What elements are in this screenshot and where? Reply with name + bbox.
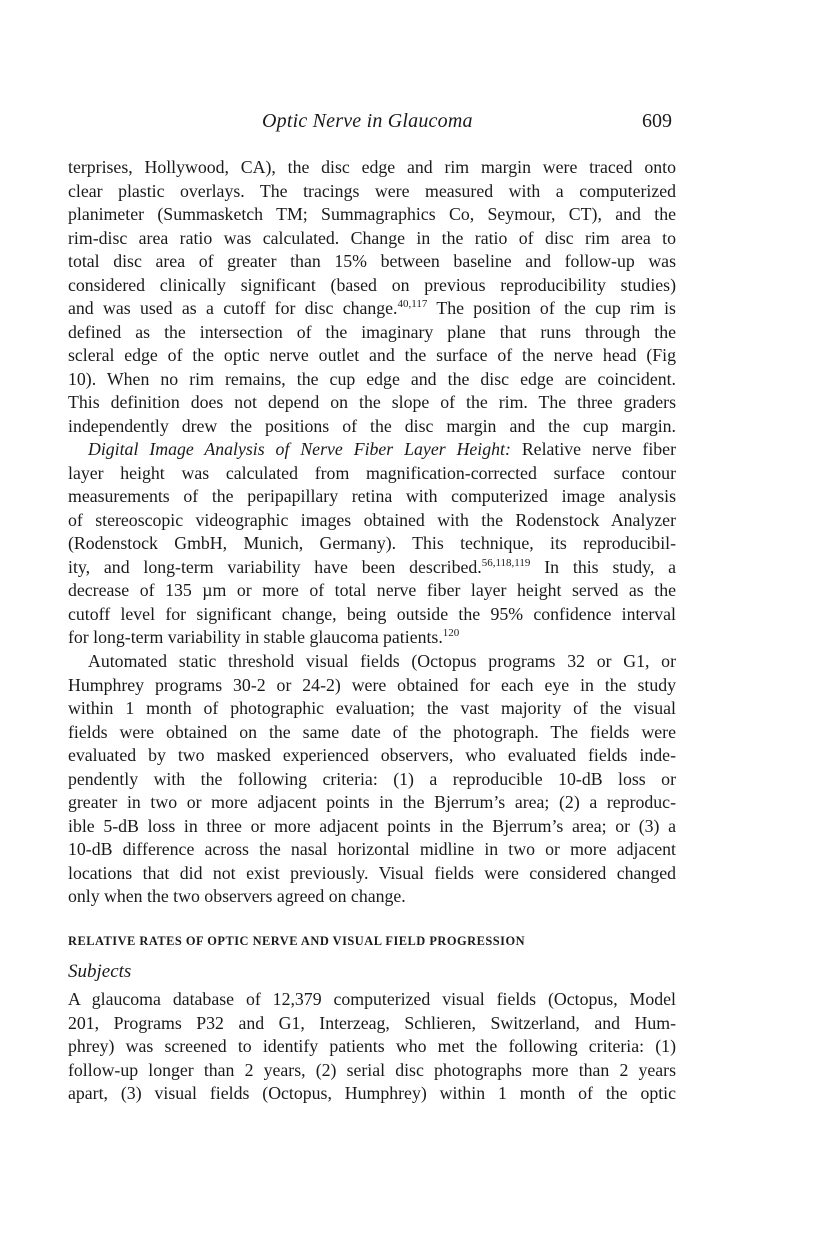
text-segment: The position of the cup rim is [436, 298, 676, 318]
text-segment: for long-term variability in stable glaucoma patients. [68, 627, 443, 647]
text-line: independently drew the positions of the disc margin and the cup margin. [68, 415, 676, 436]
page-number: 609 [642, 110, 672, 132]
text-line: scleral edge of the optic nerve outlet and the surface of the nerve head (Fig [68, 345, 676, 365]
text-line: This definition does not depend on the slope of the rim. The three graders [68, 392, 676, 412]
text-line: pendently with the following criteria: (1) a reproducible 10-dB loss or [68, 768, 676, 789]
text-line [68, 556, 676, 580]
text-line [68, 297, 676, 321]
text-line: phrey) was screened to identify patients who met the following criteria: (1) [68, 1036, 676, 1056]
text-line: locations that did not exist previously. Visual fields were considered changed [68, 862, 676, 883]
text-line: of stereoscopic videographic images obtained with the Rodenstock Analyzer [68, 509, 676, 530]
text-line: follow-up longer than 2 years, (2) serial disc photographs more than 2 years [68, 1059, 676, 1080]
text-segment: Relative nerve fiber [510, 439, 676, 459]
paragraph-visual-fields [68, 650, 676, 909]
text-line: 10). When no rim remains, the cup edge and the disc edge are coincident. [68, 368, 676, 389]
text-line [68, 626, 676, 650]
text-line: (Rodenstock GmbH, Munich, Germany). This technique, its reproducibil- [68, 533, 676, 553]
paragraph-subjects [68, 988, 676, 1106]
text-line: measurements of the peripapillary retina with computerized image analysis [68, 486, 676, 506]
paragraph-disc-tracing [68, 156, 676, 438]
text-line: ible 5-dB loss in three or more adjacent points in the Bjerrum’s area; or (3) a [68, 815, 676, 836]
text-line: terprises, Hollywood, CA), the disc edge and rim margin were traced onto [68, 157, 676, 177]
running-title: Optic Nerve in Glaucoma [262, 110, 473, 132]
text-line: rim-disc area ratio was calculated. Change in the ratio of disc rim area to [68, 227, 676, 248]
text-line: Humphrey programs 30-2 or 24-2) were obtained for each eye in the study [68, 674, 676, 695]
text-line: evaluated by two masked experienced observers, who evaluated fields inde- [68, 745, 676, 765]
paragraph-nerve-fiber-layer [68, 438, 676, 650]
reference-superscript: 40,117 [397, 298, 428, 310]
text-line: Automated static threshold visual fields (Octopus programs 32 or G1, or [88, 651, 676, 671]
text-line: layer height was calculated from magnification-corrected surface contour [68, 462, 676, 483]
text-line: only when the two observers agreed on change. [68, 886, 406, 906]
reference-superscript: 56,118,119 [481, 556, 531, 569]
text-line: planimeter (Summasketch TM; Summagraphics Co, Seymour, CT), and the [68, 204, 676, 224]
text-line: 10-dB difference across the nasal horizontal midline in two or more adjacent [68, 839, 676, 859]
text-segment: and was used as a cutoff for disc change. [68, 298, 398, 318]
run-in-heading: Digital Image Analysis of Nerve Fiber Layer Height: [88, 439, 511, 459]
text-line: defined as the intersection of the imaginary plane that runs through the [68, 321, 676, 342]
text-line: fields were obtained on the same date of the photograph. The fields were [68, 721, 676, 742]
text-line: total disc area of greater than 15% between baseline and follow-up was [68, 251, 676, 271]
text-line: decrease of 135 µm or more of total nerve fiber layer height served as the [68, 580, 676, 600]
running-head [0, 110, 816, 140]
text-line: considered clinically significant (based on previous reproducibility studies) [68, 274, 676, 295]
section-heading: RELATIVE RATES OF OPTIC NERVE AND VISUAL FIELD PROGRESSION [68, 934, 526, 948]
text-line: apart, (3) visual fields (Octopus, Humphrey) within 1 month of the optic [68, 1083, 676, 1103]
text-line: 201, Programs P32 and G1, Interzeag, Schlieren, Switzerland, and Hum- [68, 1012, 676, 1033]
text-segment: ity, and long-term variability have been described. [68, 556, 482, 577]
text-segment: In this study, a [530, 556, 676, 577]
text-line: clear plastic overlays. The tracings were measured with a computerized [68, 180, 676, 201]
text-line [68, 438, 676, 462]
text-line: greater in two or more adjacent points in the Bjerrum’s area; (2) a reproduc- [68, 792, 676, 812]
text-line: within 1 month of photographic evaluation; the vast majority of the visual [68, 698, 676, 718]
reference-superscript: 120 [442, 627, 460, 639]
text-line: cutoff level for significant change, being outside the 95% confidence interval [68, 603, 676, 624]
text-line: A glaucoma database of 12,379 computerized visual fields (Octopus, Model [68, 989, 676, 1009]
subsection-heading: Subjects [68, 961, 132, 982]
